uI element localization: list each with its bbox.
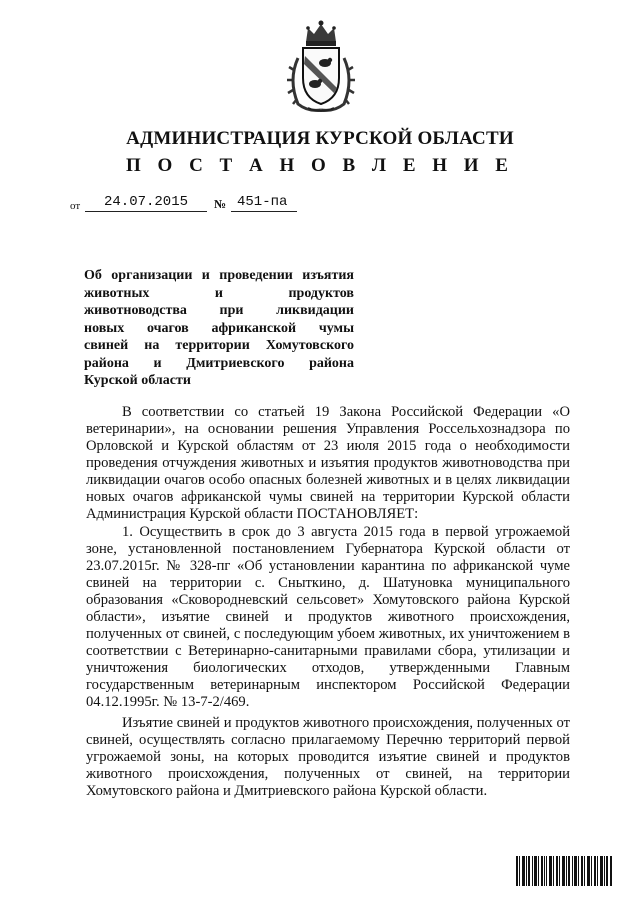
document-subject [84, 267, 354, 390]
subject-line: свиней на территории Хомутовского [84, 338, 354, 353]
barcode-icon [516, 856, 612, 886]
document-date: 24.07.2015 [85, 193, 207, 212]
document-type-title: П О С Т А Н О В Л Е Н И Е [126, 155, 514, 176]
subject-line: животных и продуктов [84, 285, 354, 301]
organization-title: АДМИНИСТРАЦИЯ КУРСКОЙ ОБЛАСТИ [126, 128, 514, 149]
item-1-paragraph: 1. Осуществить в срок до 3 августа 2015 года в первой угрожаемой зоне, установленной постановлением Губернатора Курской области от 23.07.2015г. № 328-пг «Об установлении карантина по африканской чуме свиней на территории с. Сныткино, д. Шатуновка муниципального образования «Сковородневский сельсовет» Хомутовского района Курской области», изъятие свиней и продуктов животного происхождения, полученных от свиней, с последующим убоем животных, их уничтожением в соответствии с Ветеринарно-санитарными правилами сбора, утилизации и уничтожения биологических отходов, утвержденными Главным государственным ветеринарным инспектором Российской Федерации 04.12.1995г. № 13-7-2/469. [86, 524, 570, 710]
document-number: 451-па [231, 193, 297, 212]
number-prefix: № [214, 197, 227, 211]
document-body [86, 404, 570, 800]
subject-line: Курской области [84, 373, 191, 388]
subject-line: новых очагов африканской чумы [84, 320, 354, 336]
document-meta [70, 192, 310, 216]
item-1-continuation-paragraph: Изъятие свиней и продуктов животного происхождения, полученных от свиней, осуществлять согласно прилагаемому Перечню территорий первой угрожаемой зоны, на которых проводится изъятие свиней и продуктов животного происхождения, полученных от свиней, на территории Хомутовского района и Дмитриевского района Курской области. [86, 715, 570, 799]
preamble-paragraph: В соответствии со статьей 19 Закона Российской Федерации «О ветеринарии», на основании решения Управления Россельхознадзора по Орловской и Курской областям от 23 июля 2015 года о необходимости проведения отчуждения животных и изъятия продуктов животноводства при ликвидации очагов особо опасных болезней животных и в целях ликвидации новых очагов африканской чумы свиней на территории Курской области Администрация Курской области ПОСТАНОВЛЯЕТ: [86, 404, 570, 522]
subject-line: животноводства при ликвидации [84, 303, 354, 318]
date-prefix: от [70, 200, 81, 212]
subject-line: района и Дмитриевского района [84, 355, 354, 371]
subject-line: Об организации и проведении изъятия [84, 268, 354, 283]
kursk-oblast-coat-of-arms-icon [284, 18, 358, 114]
